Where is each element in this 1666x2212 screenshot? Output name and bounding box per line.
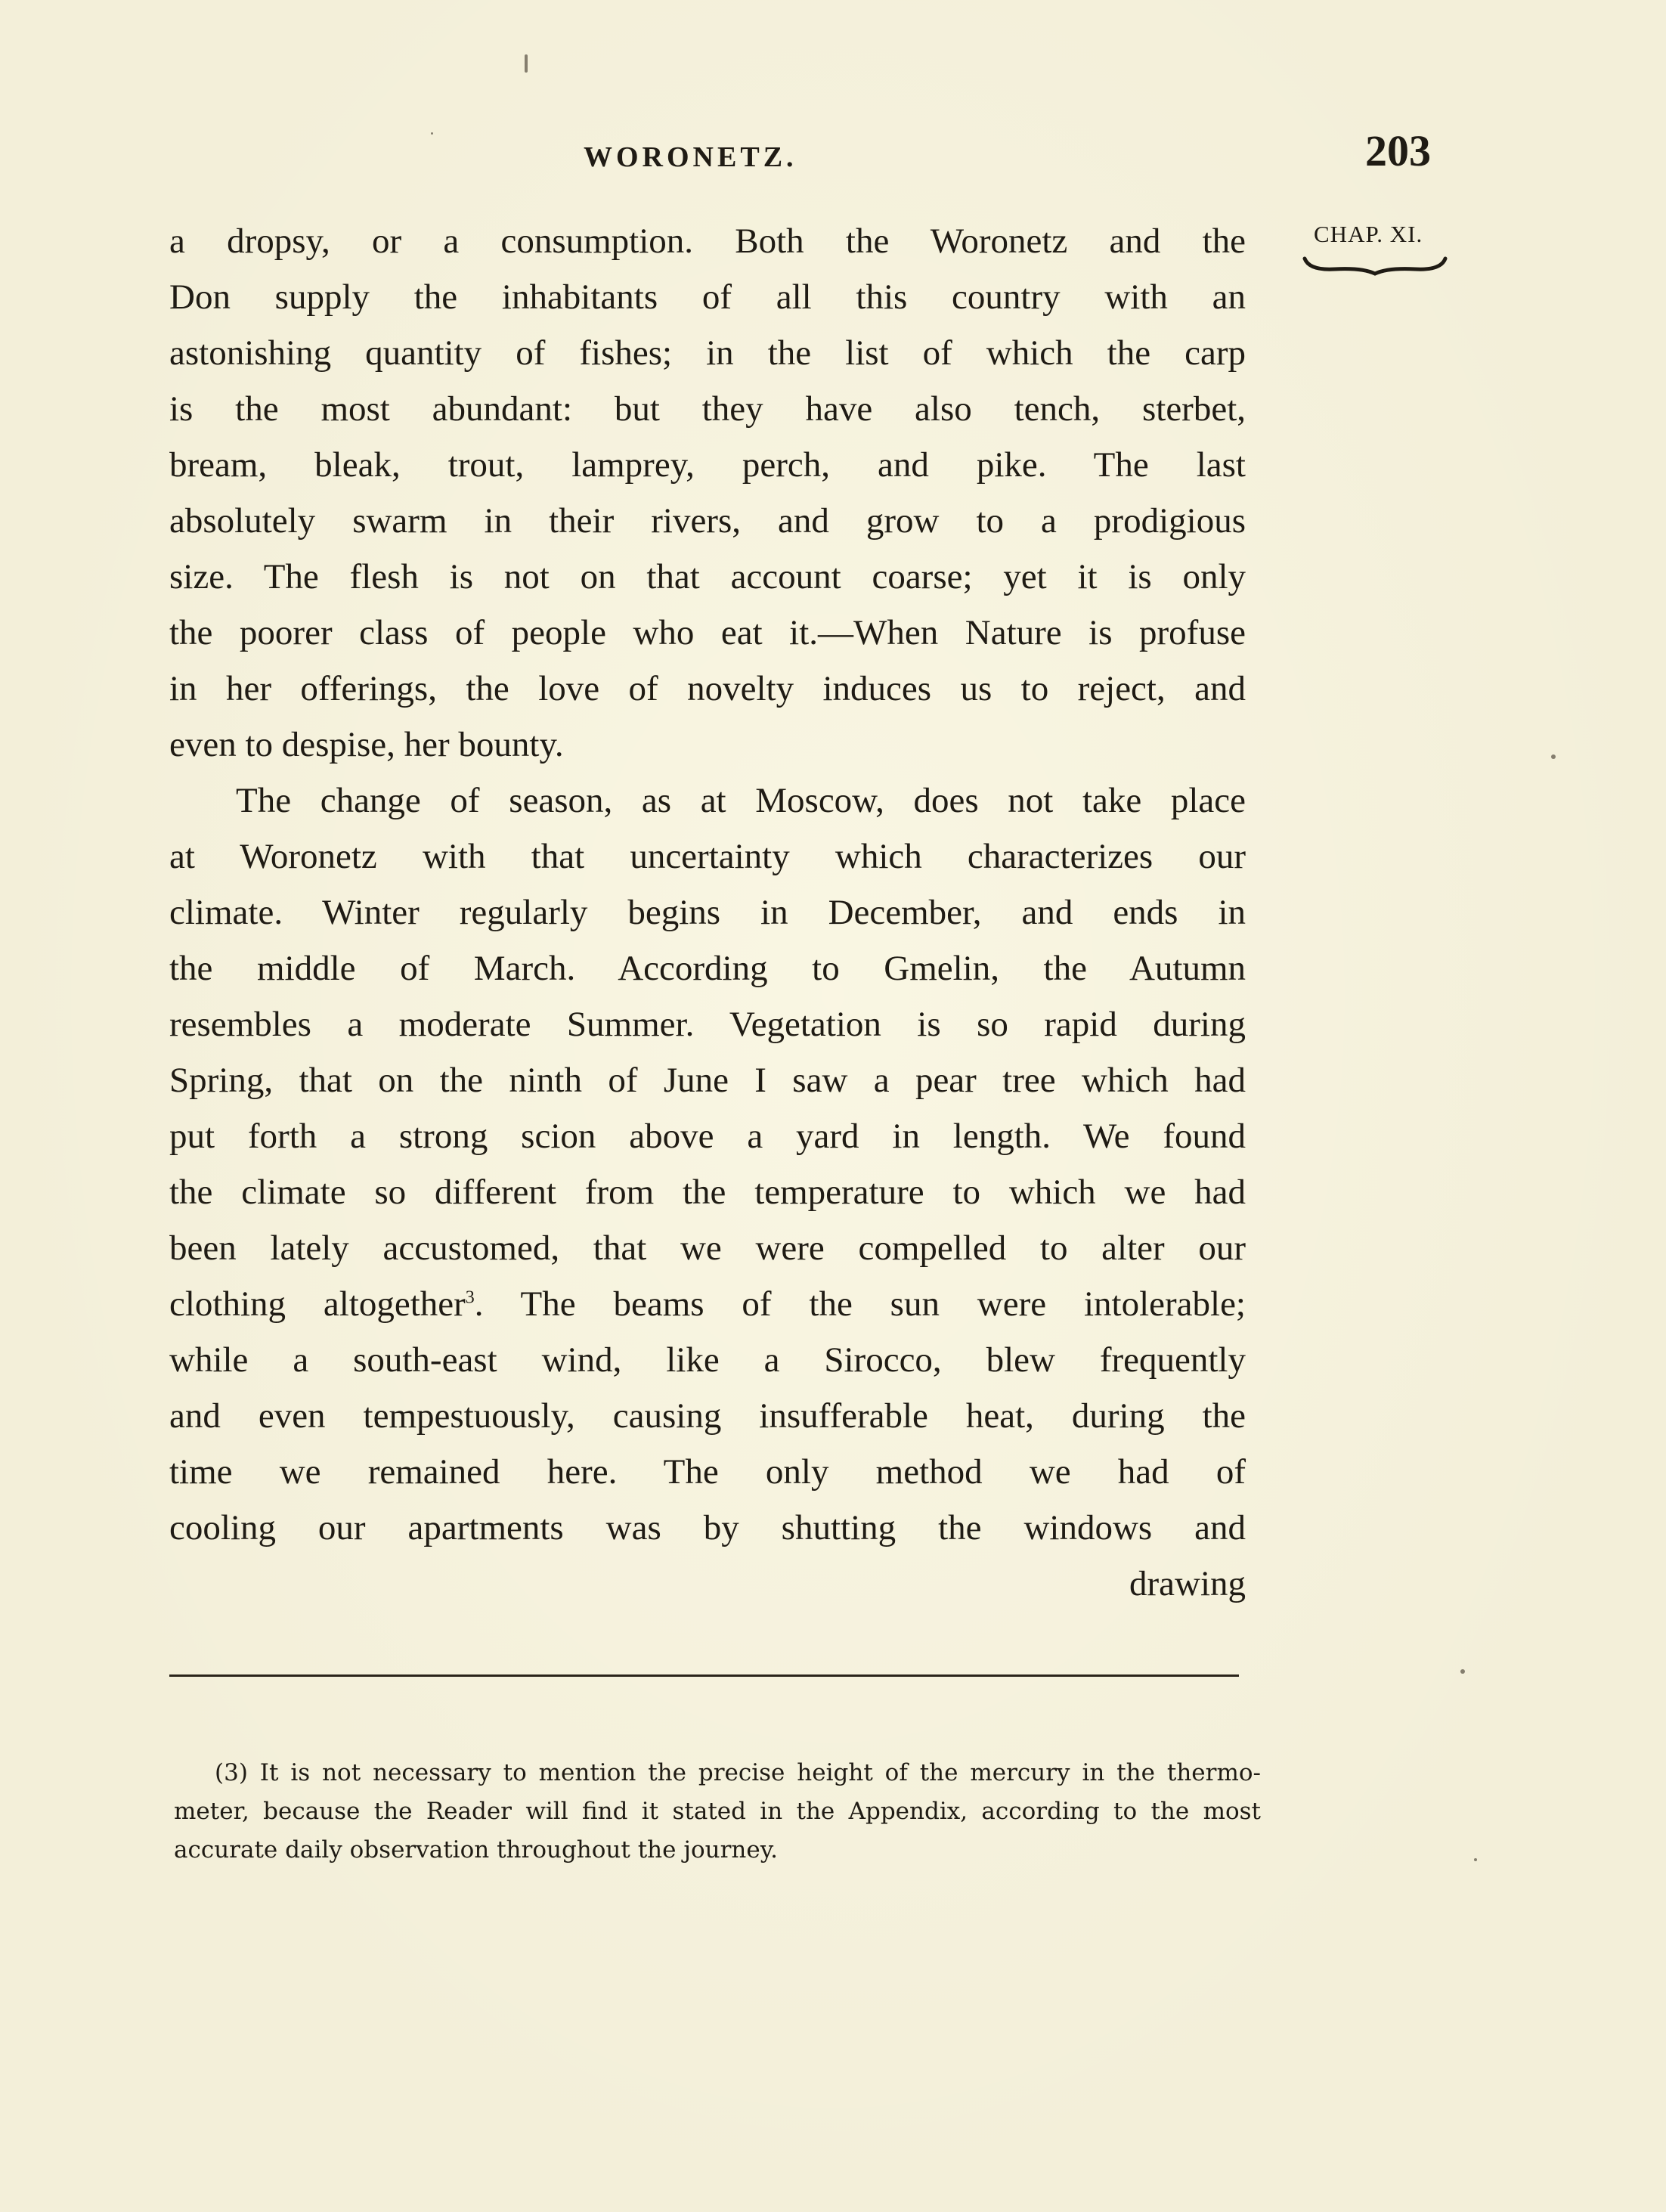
text-line: and even tempestuously, causing insufferable heat, during the	[169, 1396, 1246, 1436]
catchword: drawing	[1129, 1564, 1246, 1603]
text-segment: clothing altogether	[169, 1284, 466, 1324]
text-line: a dropsy, or a consumption. Both the Woronetz and the	[169, 222, 1246, 261]
footnote-rule	[169, 1674, 1239, 1677]
paragraph-end-line: even to despise, her bounty.	[169, 725, 564, 764]
text-line: Spring, that on the ninth of June I saw a pear tree which had	[169, 1061, 1246, 1100]
text-line: absolutely swarm in their rivers, and grow to a prodigious	[169, 501, 1246, 541]
text-line: Don supply the inhabitants of all this country with an	[169, 277, 1246, 317]
page-number: 203	[1365, 126, 1431, 175]
text-line: bream, bleak, trout, lamprey, perch, and pike. The last	[169, 445, 1246, 485]
text-line: size. The flesh is not on that account coarse; yet it is only	[169, 557, 1246, 596]
text-line: time we remained here. The only method we had of	[169, 1452, 1246, 1492]
ink-speck	[1474, 1858, 1477, 1861]
text-line: the poorer class of people who eat it.—When Nature is profuse	[169, 613, 1246, 652]
text-line-with-footnote-ref	[169, 1276, 1246, 1332]
chapter-brace-ornament	[1302, 254, 1448, 284]
ink-speck	[1551, 754, 1556, 759]
paragraph-start-line: The change of season, as at Moscow, does not take place	[236, 781, 1246, 820]
text-line: put forth a strong scion above a yard in length. We found	[169, 1117, 1246, 1156]
body-text	[169, 213, 1246, 1612]
chapter-marginal-note: CHAP. XI.	[1314, 221, 1423, 247]
text-line: at Woronetz with that uncertainty which characterizes our	[169, 837, 1246, 876]
footnote-line: accurate daily observation throughout the journey.	[174, 1836, 778, 1863]
footnote-line: (3) It is not necessary to mention the precise height of the mercury in the thermo-	[215, 1759, 1261, 1786]
text-line: cooling our apartments was by shutting the windows and	[169, 1508, 1246, 1547]
footnote-line: meter, because the Reader will find it stated in the Appendix, according to the most	[174, 1798, 1261, 1825]
text-line: resembles a moderate Summer. Vegetation is so rapid during	[169, 1005, 1246, 1044]
text-line: been lately accustomed, that we were compelled to alter our	[169, 1228, 1246, 1268]
ink-speck	[525, 54, 528, 73]
text-line: in her offerings, the love of novelty induces us to reject, and	[169, 669, 1246, 708]
text-line: astonishing quantity of fishes; in the list of which the carp	[169, 333, 1246, 373]
ink-speck	[431, 132, 433, 135]
ink-speck	[1460, 1669, 1465, 1674]
text-line: is the most abundant: but they have also tench, sterbet,	[169, 389, 1246, 429]
footnote	[174, 1754, 1261, 1870]
text-line: the middle of March. According to Gmelin, the Autumn	[169, 949, 1246, 988]
text-segment: . The beams of the sun were intolerable;	[474, 1284, 1246, 1324]
running-title: WORONETZ.	[584, 141, 797, 173]
text-line: while a south-east wind, like a Sirocco, blew frequently	[169, 1340, 1246, 1380]
text-line: climate. Winter regularly begins in December, and ends in	[169, 893, 1246, 932]
text-line: the climate so different from the temperature to which we had	[169, 1173, 1246, 1212]
footnote-reference[interactable]: 3	[465, 1287, 475, 1308]
